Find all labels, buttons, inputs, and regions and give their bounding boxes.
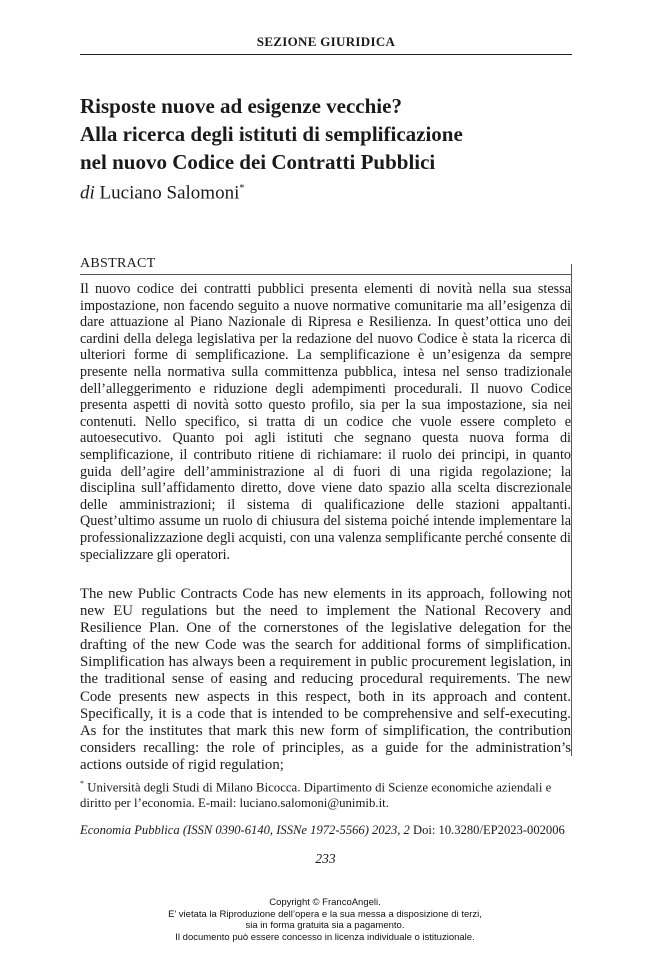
footnote-text: Università degli Studi di Milano Bicocca. Dipartimento di Scienze economiche aziendali e diritto per l’economia. E-mail: luciano.salomoni@unimib.it.: [80, 780, 552, 811]
title-line: Risposte nuove ad esigenze vecchie?: [80, 94, 402, 118]
section-label-first-rest: EZIONE: [264, 34, 317, 49]
section-label-first: S: [256, 34, 265, 49]
citation: [80, 823, 571, 838]
abstract-box-right-rule: [571, 264, 572, 756]
header-rule: [80, 54, 572, 55]
citation-doi: Doi: 10.3280/EP2023-002006: [409, 823, 565, 837]
article-title: [80, 92, 572, 176]
copyright-notice: [100, 897, 550, 943]
footnote-mark: *: [80, 779, 84, 788]
copyright-line: sia in forma gratuita sia a pagamento.: [245, 920, 405, 932]
abstract-heading: ABSTRACT: [80, 256, 156, 271]
byline: [80, 177, 244, 205]
byline-prefix: di: [80, 182, 95, 204]
title-line: Alla ricerca degli istituti di semplificazione: [80, 122, 463, 146]
author-name: Luciano Salomoni: [99, 182, 240, 204]
section-label-second-rest: IURIDICA: [330, 34, 396, 49]
abstract-box-top-rule: [80, 274, 572, 275]
section-label-second: G: [320, 34, 331, 49]
citation-journal: Economia Pubblica (ISSN 0390-6140, ISSNe 1972-5566) 2023, 2: [80, 823, 410, 837]
section-header: [80, 34, 572, 50]
abstract-italian: Il nuovo codice dei contratti pubblici presenta elementi di novità nella sua stessa impostazione, non facendo seguito a nuove normative comunitarie ma all’esigenza di dare attuazione al Piano Nazionale di Ripresa e Resilienza. In quest’ottica uno dei cardini della delega legislativa per la redazione del nuovo Codice è stata la ricerca di ulteriori forme di semplificazione. La semplificazione è un’esigenza da sempre presente nella normativa sulla committenza pubblica, intesa nel senso tradizionale dell’alleggerimento e riduzione degli adempimenti procedurali. Il nuovo Codice presenta aspetti di novità sotto questo profilo, sia per la sua impostazione, sia nei contenuti. Nello specifico, si tratta di un codice che vuole essere completo e autoesecutivo. Quanto poi agli istituti che segnano questa nuova forma di semplificazione, il contributo ritiene di richiamare: il ruolo dei principi, in quanto guida dell’agire dell’amministrazione al di fuori di una rigida regolazione; la disciplina sull’affidamento diretto, dove viene dato spazio alla scelta discrezionale delle amministrazioni; il sistema di qualificazione delle stazioni appaltanti. Quest’ultimo assume un ruolo di chiusura del sistema poiché intende implementare la professionalizzazione degli acquisti, con una valenza semplificante perché consente di specializzare gli operatori.: [80, 281, 571, 563]
footnote: [80, 776, 571, 811]
title-line: nel nuovo Codice dei Contratti Pubblici: [80, 150, 436, 174]
copyright-line: Copyright © FrancoAngeli.: [269, 897, 381, 908]
copyright-line: Il documento può essere concesso in licenza individuale o istituzionale.: [175, 931, 475, 943]
copyright-line: E’ vietata la Riproduzione dell’opera e la sua messa a disposizione di terzi,: [168, 908, 482, 920]
page-number: 233: [315, 851, 336, 866]
abstract-english: The new Public Contracts Code has new elements in its approach, following not new EU regulations but the need to implement the National Recovery and Resilience Plan. One of the cornerstones of the legislative delegation for the drafting of the new Code was the search for additional forms of simplification. Simplification has always been a requirement in public procurement legislation, in the traditional sense of easing and reducing procedural requirements. The new Code presents new aspects in this respect, both in its approach and content. Specifically, it is a code that is intended to be comprehensive and self-executing. As for the institutes that mark this new form of simplification, the contribution considers recalling: the role of principles, as a guide for the administration’s actions outside of rigid regulation;: [80, 586, 571, 773]
author-footnote-mark: *: [239, 183, 245, 194]
